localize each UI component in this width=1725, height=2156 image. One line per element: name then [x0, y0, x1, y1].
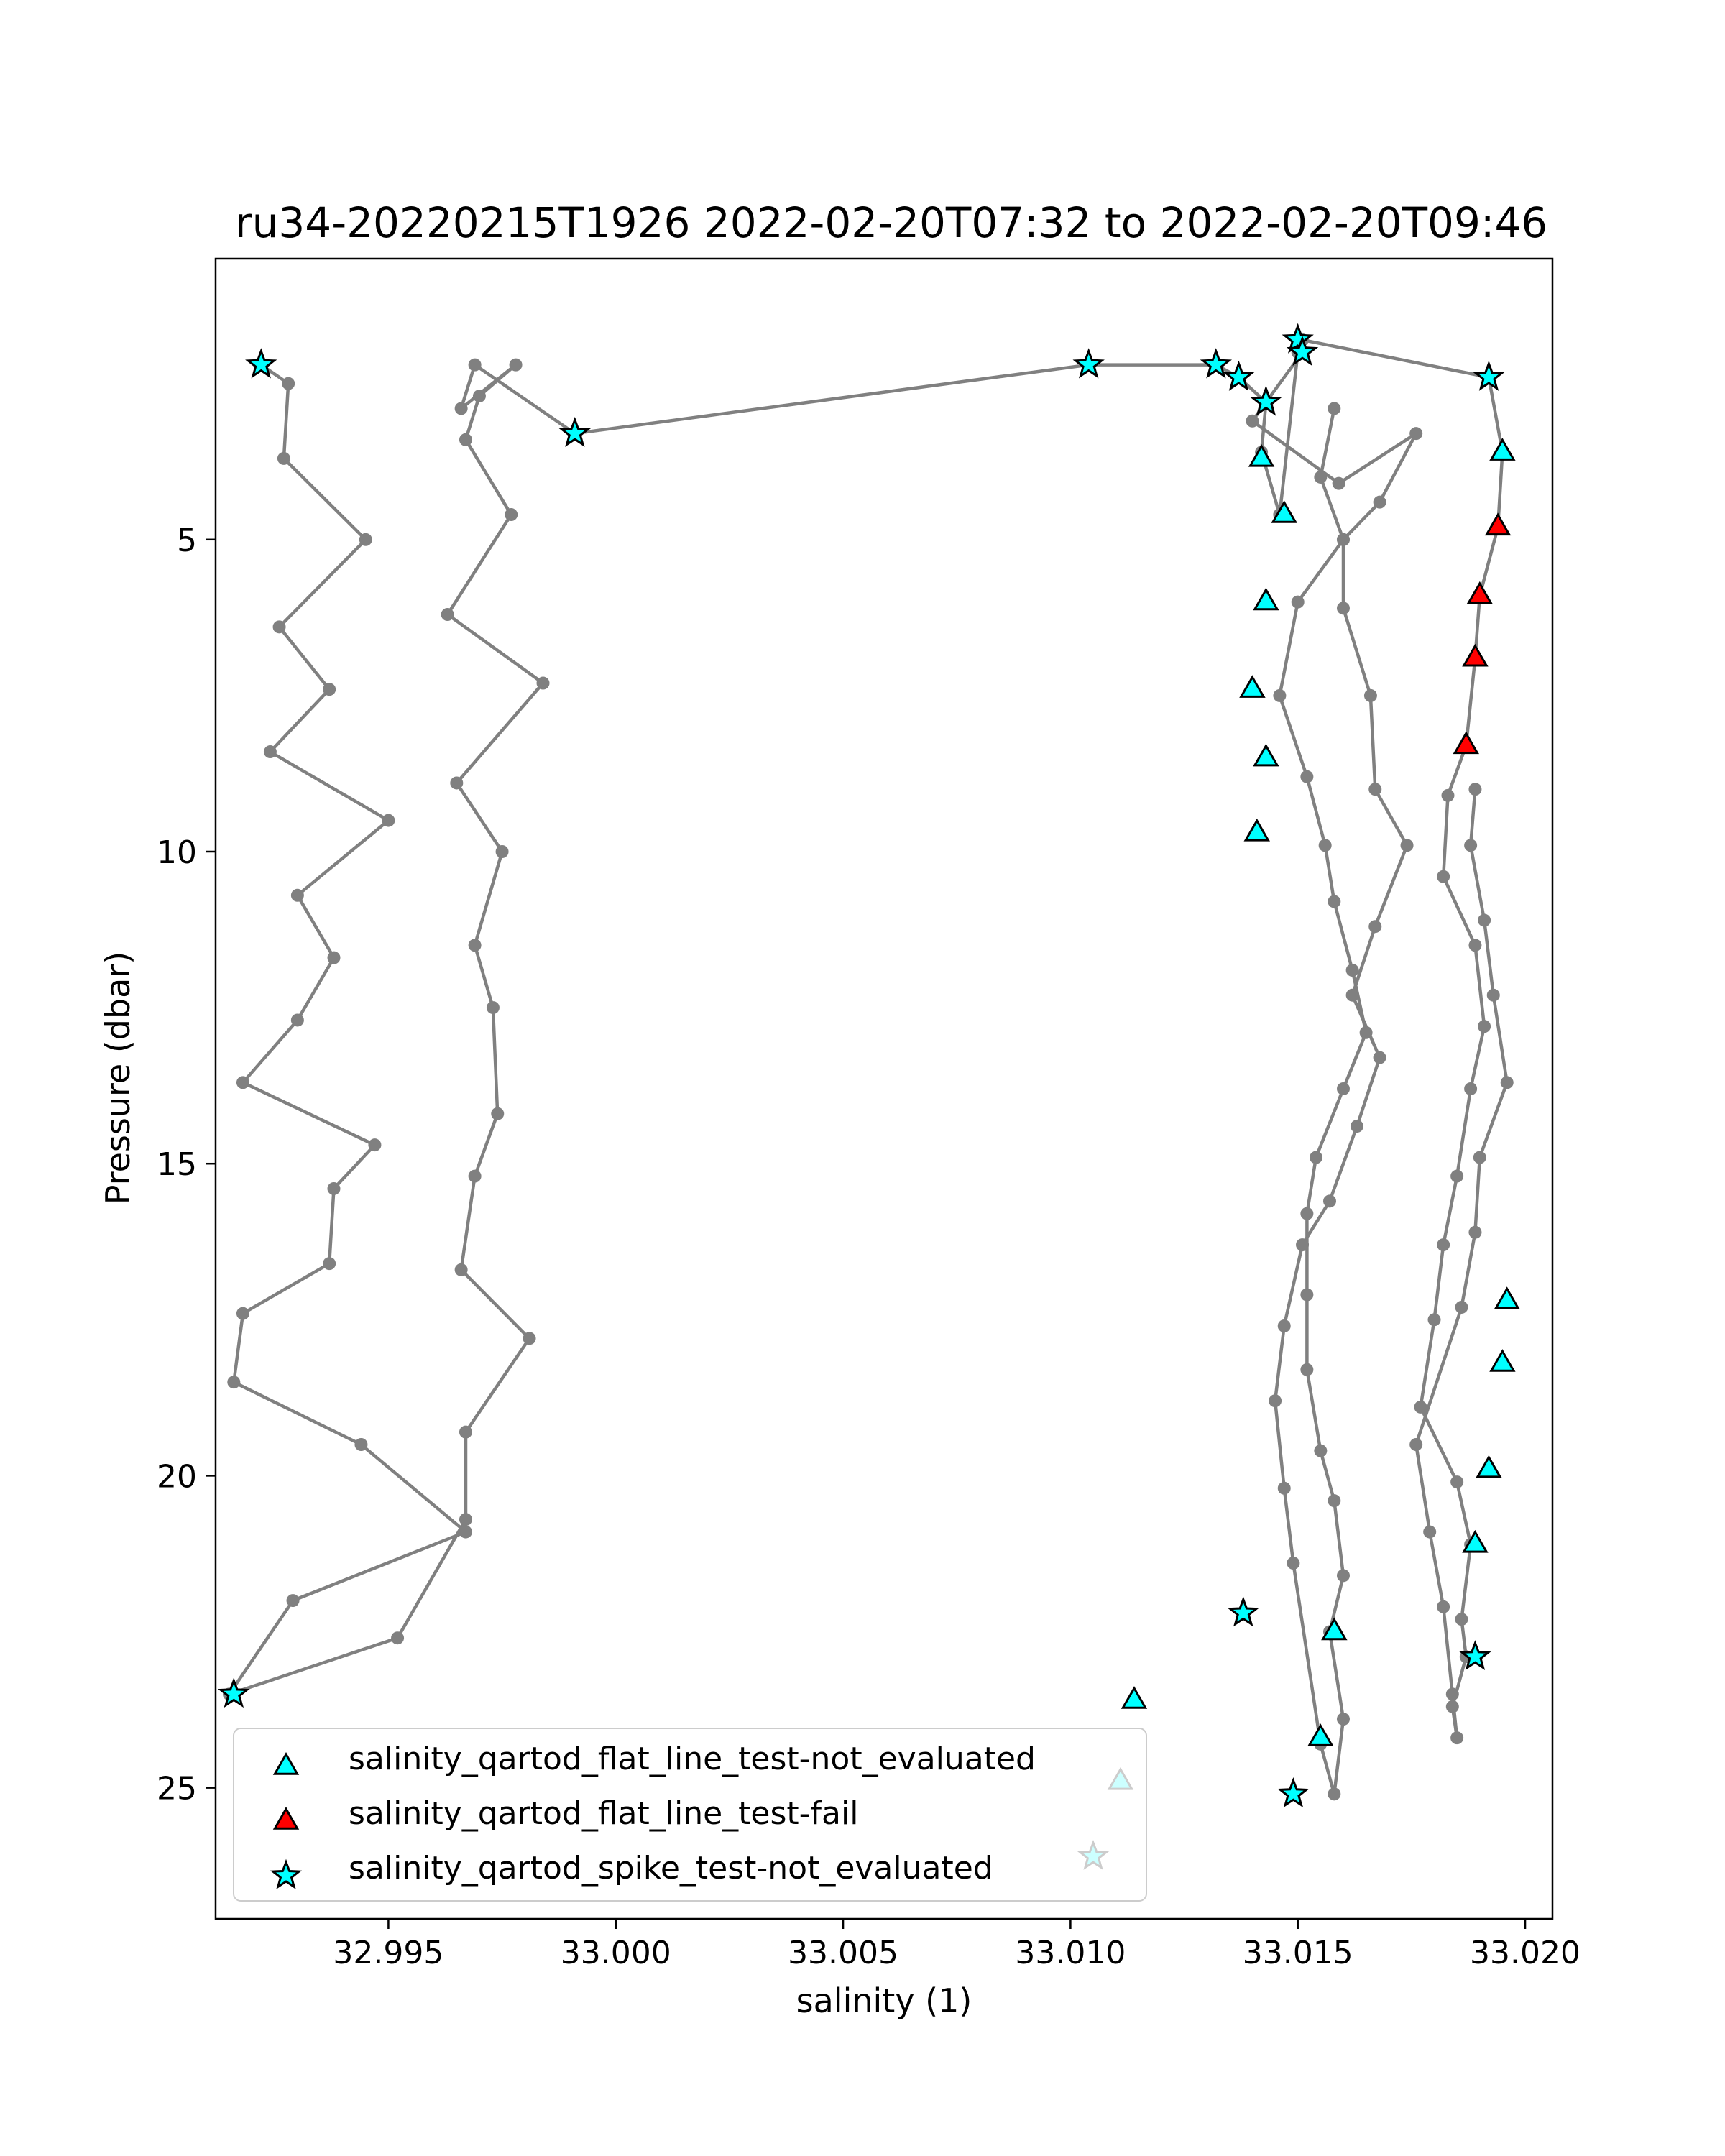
flatline-triangle-marker	[1246, 821, 1268, 840]
legend	[234, 1728, 1146, 1901]
data-point	[505, 508, 518, 521]
profile-lines	[229, 340, 1507, 1794]
data-point	[1360, 1026, 1373, 1039]
x-tick-label: 33.015	[1242, 1935, 1353, 1971]
data-point	[1468, 939, 1481, 952]
data-point	[1319, 839, 1332, 852]
data-point	[1346, 964, 1359, 977]
data-point	[1337, 1569, 1350, 1582]
data-point	[473, 390, 486, 402]
y-tick-label: 15	[157, 1146, 197, 1184]
data-point	[1273, 689, 1286, 702]
y-axis-label: Pressure (dbar)	[98, 951, 137, 1205]
flatline-triangle-marker	[1491, 440, 1514, 459]
data-point	[1323, 1194, 1336, 1207]
data-point	[1455, 1301, 1468, 1314]
data-point	[1278, 1319, 1291, 1332]
data-point	[327, 1182, 340, 1195]
y-tick-label: 20	[157, 1458, 197, 1496]
data-point	[1296, 1238, 1309, 1251]
legend-label: salinity_qartod_flat_line_test-not_evaluated	[349, 1741, 1036, 1777]
legend-label: salinity_qartod_spike_test-not_evaluated	[349, 1850, 993, 1886]
data-point	[1464, 1082, 1477, 1095]
y-tick-label: 10	[157, 834, 197, 871]
flatline-fail-marker	[1486, 515, 1509, 534]
data-point	[1300, 770, 1313, 783]
data-point	[368, 1138, 381, 1151]
data-point	[1328, 402, 1340, 415]
data-point	[1455, 1613, 1468, 1626]
data-point	[1328, 895, 1340, 908]
data-point	[537, 677, 550, 690]
x-tick-label: 33.005	[788, 1935, 899, 1971]
flatline-triangle-marker	[1255, 590, 1277, 609]
data-point	[1314, 471, 1327, 484]
profile-line-3	[1252, 352, 1416, 1794]
data-point	[1473, 1151, 1486, 1164]
data-point	[1428, 1313, 1441, 1326]
data-point	[1337, 602, 1350, 614]
data-point	[1368, 920, 1381, 933]
data-point	[1328, 1787, 1340, 1800]
data-point	[1287, 1557, 1300, 1570]
profile-line-1	[229, 365, 1089, 1695]
x-axis-label: salinity (1)	[796, 1981, 972, 2020]
data-point	[323, 683, 336, 696]
data-point	[459, 1513, 472, 1526]
data-point	[236, 1307, 249, 1320]
data-point	[327, 952, 340, 964]
data-point	[1300, 1289, 1313, 1302]
data-point	[1464, 839, 1477, 852]
data-point	[1501, 1076, 1514, 1089]
y-axis	[157, 522, 216, 1807]
data-point	[1414, 1401, 1427, 1414]
profile-points	[223, 333, 1514, 1800]
data-point	[450, 776, 463, 789]
data-point	[1333, 477, 1346, 490]
data-point	[282, 377, 295, 390]
data-point	[1300, 1363, 1313, 1376]
x-tick-label: 33.020	[1470, 1935, 1581, 1971]
data-point	[1374, 1051, 1386, 1064]
spike-star-marker	[1076, 351, 1102, 376]
data-point	[1346, 989, 1359, 1002]
legend-item-flat-line-fail	[275, 1795, 858, 1832]
data-point	[1478, 1020, 1491, 1033]
flatline-triangle-marker	[1255, 746, 1277, 765]
data-point	[1437, 870, 1450, 883]
data-point	[291, 1013, 304, 1026]
qc-markers	[221, 326, 1518, 1868]
profile-line-2	[1089, 340, 1507, 1738]
data-point	[273, 620, 286, 633]
data-point	[455, 402, 468, 415]
data-point	[1374, 496, 1386, 509]
data-point	[441, 608, 454, 621]
data-point	[1328, 1494, 1340, 1507]
data-point	[469, 359, 482, 372]
plot-frame	[216, 259, 1552, 1919]
data-point	[1269, 1394, 1282, 1407]
data-point	[1300, 1207, 1313, 1220]
spike-star-marker	[221, 1680, 247, 1705]
data-point	[459, 433, 472, 446]
flatline-triangle-marker	[1241, 677, 1264, 696]
data-point	[1450, 1731, 1463, 1744]
data-point	[455, 1263, 468, 1276]
spike-star-marker	[1280, 1780, 1306, 1805]
x-tick-label: 32.995	[333, 1935, 444, 1971]
data-point	[1446, 1700, 1459, 1713]
x-axis	[333, 1919, 1581, 1971]
x-tick-label: 33.010	[1015, 1935, 1126, 1971]
data-point	[1278, 1482, 1291, 1495]
data-point	[382, 814, 395, 827]
legend-item-spike-not-evaluated	[273, 1850, 993, 1886]
y-tick-label: 5	[177, 522, 197, 559]
data-point	[1314, 1445, 1327, 1457]
data-point	[1351, 1120, 1363, 1133]
flatline-fail-marker	[1464, 646, 1486, 665]
data-point	[1450, 1475, 1463, 1488]
flatline-triangle-marker	[1251, 446, 1273, 466]
data-point	[1368, 783, 1381, 796]
data-point	[1409, 427, 1422, 440]
data-point	[1437, 1238, 1450, 1251]
data-point	[491, 1107, 504, 1120]
data-point	[227, 1376, 240, 1388]
y-tick-label: 25	[157, 1770, 197, 1807]
data-point	[1441, 789, 1454, 802]
data-point	[1337, 1082, 1350, 1095]
data-point	[277, 452, 290, 465]
x-tick-label: 33.000	[560, 1935, 671, 1971]
data-point	[287, 1594, 300, 1607]
flatline-triangle-marker	[1491, 1351, 1514, 1370]
flatline-triangle-marker	[1496, 1289, 1518, 1308]
data-point	[1337, 1713, 1350, 1726]
data-point	[1401, 839, 1414, 852]
data-point	[1478, 914, 1491, 927]
data-point	[291, 889, 304, 902]
data-point	[1423, 1526, 1436, 1539]
flatline-triangle-marker	[1123, 1688, 1145, 1708]
data-point	[469, 939, 482, 952]
flatline-triangle-marker	[1478, 1457, 1500, 1477]
data-point	[1450, 1170, 1463, 1183]
data-point	[459, 1426, 472, 1439]
data-point	[1364, 689, 1377, 702]
data-point	[264, 745, 277, 758]
chart-title: ru34-20220215T1926 2022-02-20T07:32 to 2022-02-20T09:46	[234, 198, 1548, 247]
data-point	[323, 1257, 336, 1270]
data-point	[1246, 415, 1259, 428]
data-point	[496, 845, 509, 858]
spike-star-marker	[562, 420, 588, 444]
data-point	[1468, 1226, 1481, 1239]
flatline-fail-marker	[1455, 733, 1477, 752]
data-point	[391, 1631, 404, 1644]
data-point	[1437, 1600, 1450, 1613]
data-point	[1292, 596, 1305, 609]
data-point	[1446, 1687, 1459, 1700]
data-point	[523, 1332, 536, 1345]
data-point	[459, 1526, 472, 1539]
legend-item-flat-line-not-evaluated	[275, 1741, 1036, 1777]
legend-label: salinity_qartod_flat_line_test-fail	[349, 1795, 859, 1832]
data-point	[354, 1438, 367, 1451]
flatline-triangle-marker	[1310, 1726, 1332, 1745]
data-point	[1487, 989, 1500, 1002]
data-point	[1468, 783, 1481, 796]
data-point	[510, 359, 523, 372]
data-point	[236, 1076, 249, 1089]
data-point	[487, 1001, 500, 1014]
data-point	[1409, 1438, 1422, 1451]
data-point	[469, 1170, 482, 1183]
spike-star-marker	[1230, 1600, 1256, 1624]
data-point	[1337, 533, 1350, 546]
flatline-fail-marker	[1468, 584, 1491, 603]
data-point	[1310, 1151, 1322, 1164]
data-point	[359, 533, 372, 546]
